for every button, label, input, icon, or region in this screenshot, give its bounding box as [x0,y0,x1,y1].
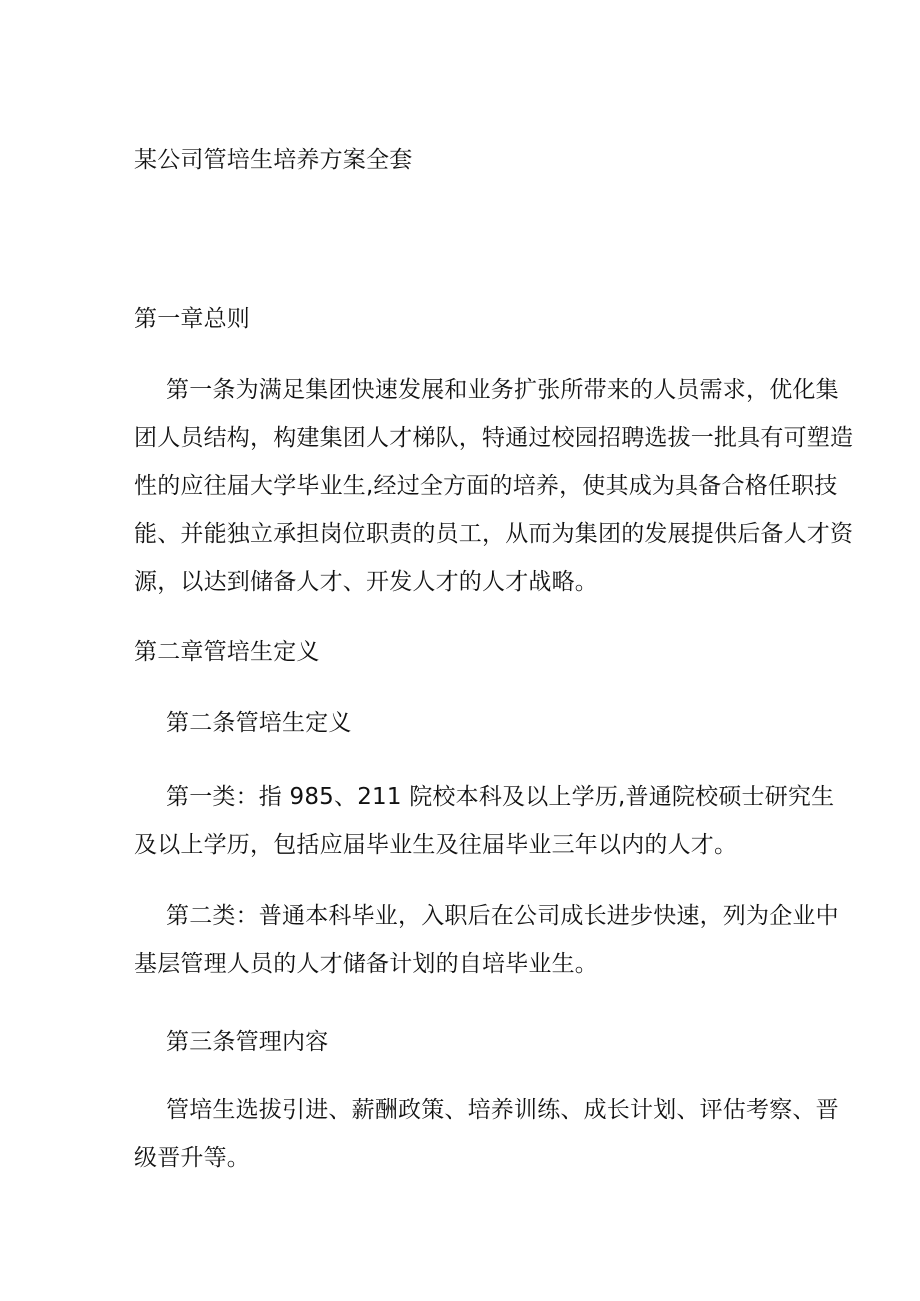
article1-line: 性的应往届大学毕业生,经过全方面的培养，使其成为具备合格任职技 [134,473,838,499]
category1-line: 第一类：指 985、211 院校本科及以上学历,普通院校硕士研究生 [166,784,835,810]
article1-line: 第一条为满足集团快速发展和业务扩张所带来的人员需求，优化集 [166,377,839,403]
article3-line: 级晋升等。 [134,1145,250,1171]
article3-heading: 第三条管理内容 [166,1029,329,1055]
category2-line: 基层管理人员的人才储备计划的自培毕业生。 [134,951,598,977]
chapter1-heading: 第一章总则 [134,306,250,332]
category1-line: 及以上学历，包括应届毕业生及往届毕业三年以内的人才。 [134,832,738,858]
article3-line: 管培生选拔引进、薪酬政策、培养训练、成长计划、评估考察、晋 [166,1097,839,1123]
article2-heading: 第二条管培生定义 [166,710,352,736]
document-title: 某公司管培生培养方案全套 [134,147,413,173]
article1-line: 源，以达到储备人才、开发人才的人才战略。 [134,569,598,595]
chapter2-heading: 第二章管培生定义 [134,639,320,665]
article1-line: 能、并能独立承担岗位职责的员工，从而为集团的发展提供后备人才资 [134,521,854,547]
article1-line: 团人员结构，构建集团人才梯队，特通过校园招聘选拔一批具有可塑造 [134,425,854,451]
category2-line: 第二类：普通本科毕业，入职后在公司成长进步快速，列为企业中 [166,903,839,929]
